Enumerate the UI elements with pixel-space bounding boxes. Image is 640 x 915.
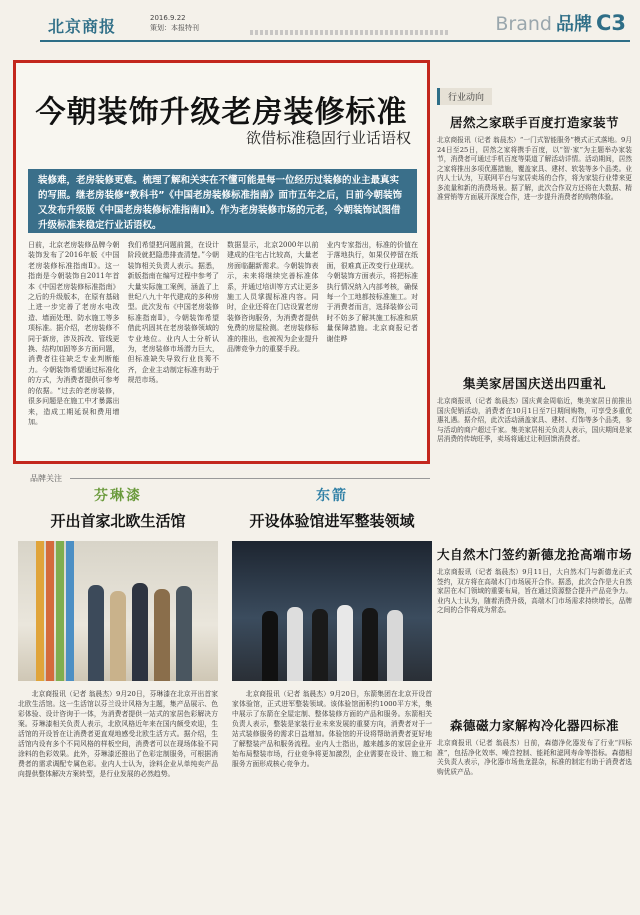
sidebar-story-body: 北京商报讯（记者 翁晨杰）“一门式智能服务”模式正式落地。9月24日至25日，居然之家将携手百度，以“智·家”为主题举办家装节，消费者可通过手机百度等渠道了解活动详情。活动期间，居然之家将推出多项优惠措施，覆盖家具、建材、软装等多个品类。业内人士认为，互联网平台与家居卖场的合作，将为家装行业带来更多流量和新的消费场景。据了解，此次合作双方还将在大数据、精准营销等方面展开深度合作，进一步提升消费者的购物体验。 [437, 136, 632, 201]
color-stripe [56, 541, 64, 681]
sidebar-story-title: 大自然木门签约新德龙抢高端市场 [437, 547, 633, 562]
feature-lead: 装修难，老房装修更难。梳理了解和关实在不懂可能是每一位经历过装修的业主最真实的写照。继老房装修“教科书”《中国老房装修标准指南》面市五年之后，日前今朝装饰又发布升级版《中国老房装修标准指南Ⅱ》。作为老房装修市场的元老，今朝装饰试图借升级标准来稳定行业话语权。 [28, 169, 417, 233]
person-figure [110, 591, 126, 681]
section-label [495, 10, 626, 36]
section-cn: 品牌 [555, 14, 592, 35]
brand-story [232, 485, 432, 899]
sidebar-story-title: 居然之家联手百度打造家装节 [449, 115, 619, 130]
sidebar-story-title: 集美家居国庆送出四重礼 [462, 376, 606, 391]
sidebar-story-title: 森德磁力家解构冷化器四标准 [449, 718, 619, 733]
paper-name: 北京商报 [48, 17, 117, 36]
story-paragraph: 北京商报讯（记者 翁晨杰）9月20日，东箭集团在北京开设首家体验馆，正式进军整装领域。该体验馆面积约1000平方米，集中展示了东箭在全屋定制、整体装修方面的产品和服务。东箭相关负责人表示，整装是家装行业未来发展的重要方向，消费者对于一站式装修服务的需求日益增加。体验馆的开设将帮助消费者更好地了解整装产品和服务流程。业内人士指出，越来越多的家居企业开始布局整装市场，行业竞争将更加激烈，企业需要在设计、施工和服务方面形成核心竞争力。 [232, 690, 432, 768]
brand-section-rule [70, 478, 430, 479]
company-name: 东箭 [316, 488, 348, 504]
sidebar-story-body: 北京商报讯（记者 翁晨杰）国庆黄金周临近，集美家居日前推出国庆促销活动，消费者在10月1日至7日期间购物，可享受多重优惠礼遇。据介绍，此次活动涵盖家具、建材、灯饰等多个品类，参与活动的商户超过千家。集美家居相关负责人表示，国庆期间是家居消费的传统旺季，卖场将通过让利回馈消费者。 [437, 397, 632, 443]
story-paragraph: 北京商报讯（记者 翁晨杰）9月20日，芬琳漆在北京开出首家北欧生活馆。这一生活馆以芬兰设计风格为主题，集产品展示、色彩体验、设计咨询于一体，为消费者提供一站式的家居色彩解决方案。芬琳漆相关负责人表示，北欧风格近年来在国内颇受欢迎，生活馆的开设旨在让消费者更直观地感受北欧生活方式。据介绍，生活馆内设有多个不同风格的样板空间，消费者可以在现场体验不同涂料的色彩效果。此外，芬琳漆还推出了色彩定制服务，可根据消费者的需求调配专属色彩。业内人士认为，涂料企业从单纯卖产品向提供整体解决方案转型，是行业发展的必然趋势。 [18, 690, 218, 778]
person-figure [337, 605, 353, 681]
brand-story [18, 485, 218, 899]
sidebar-news [437, 85, 632, 915]
masthead [0, 0, 640, 50]
person-figure [88, 585, 104, 681]
person-figure [312, 609, 328, 681]
sidebar-story-body: 北京商报讯（记者 翁晨杰）9月11日，大自然木门与新德龙正式签约，双方将在高端木门市场展开合作。据悉，此次合作是大自然家居在木门领域的重要布局，旨在通过资源整合提升产品竞争力。业内人士认为，随着消费升级，高端木门市场需求持续增长，品牌之间的合作将成为常态。 [437, 568, 632, 614]
story-body [18, 689, 218, 899]
issue-editor: 策划：本报特刊 [150, 24, 199, 32]
feature-column: 业内专家指出，标准的价值在于落地执行，如果仅停留在纸面，很难真正改变行业现状。今朝装饰方面表示，将把标准执行情况纳入内部考核，确保每一个工地都按标准施工。对于消费者而言，选择装修公司时不妨多了解其施工标准和质量保障措施。北京商报记者 谢佳晔 [326, 241, 418, 343]
sidebar-story-body: 北京商报讯（记者 翁晨杰）日前，森德净化器发布了行业“四标准”，包括净化效率、噪音控制、能耗和滤网寿命等指标。森德相关负责人表示，净化器市场鱼龙混杂，标准的制定有助于消费者选购优质产品。 [437, 739, 632, 776]
person-figure [362, 608, 378, 681]
issue-info [150, 13, 199, 33]
person-figure [287, 607, 303, 681]
person-figure [132, 583, 148, 681]
color-stripe [66, 541, 74, 681]
feature-subhead: 欲借标准稳固行业话语权 [245, 129, 411, 147]
person-figure [262, 611, 278, 681]
color-stripe [36, 541, 44, 681]
section-en: Brand [495, 13, 552, 35]
feature-column: 日前，北京老房装修品牌今朝装饰发布了2016年版《中国老房装修标准指南Ⅱ》。这一指南是今朝装饰自2011年首本《中国老房装修标准指南》之后的升级版本，在原有基础上进一步完善了老房水电改造、墙面处理、防水施工等多项标准。据介绍，老房装修不同于新房，涉及拆改、管线更换、结构加固等多方面问题，消费者往往缺乏专业判断能力。今朝装饰希望通过标准化的方式，为消费者提供可参考的依据。“过去的老房装修，很多问题是在施工中才暴露出来，造成工期延误和费用增加。 [28, 241, 120, 426]
issue-date: 2016.9.22 [150, 14, 186, 22]
masthead-staff-line [250, 30, 450, 35]
event-photo [232, 541, 432, 681]
person-figure [176, 586, 192, 681]
person-figure [387, 610, 403, 681]
story-title: 开出首家北欧生活馆 [50, 512, 186, 530]
company-name: 芬琳漆 [94, 488, 142, 504]
sidebar-label: 行业动向 [437, 88, 492, 105]
color-stripe [46, 541, 54, 681]
story-title: 开设体验馆进军整装领域 [249, 512, 415, 530]
page-number: C3 [595, 11, 626, 35]
store-photo [18, 541, 218, 681]
masthead-rule [40, 40, 630, 42]
person-figure [154, 589, 170, 681]
feature-column: 我们希望把问题前置，在设计阶段就把隐患排查清楚。”今朝装饰相关负责人表示。据悉，新版指南在编写过程中参考了大量实际施工案例，涵盖了上世纪八九十年代建成的多种房型。此次发布《中国老房装修标准指南Ⅱ》，今朝装饰希望借此巩固其在老房装修领域的专业地位。业内人士分析认为，老房装修市场潜力巨大，但标准缺失导致行业良莠不齐，企业主动制定标准有助于规范市场。 [127, 241, 219, 385]
story-body [232, 689, 432, 899]
feature-article [13, 60, 430, 464]
brand-section-label: 品牌关注 [30, 474, 62, 483]
feature-headline: 今朝装饰升级老房装修标准 [35, 95, 408, 130]
feature-column: 数据显示，北京2000年以前建成的住宅占比较高，大量老房面临翻新需求。今朝装饰表示，未来将继续完善标准体系，并通过培训等方式让更多施工人员掌握标准内容。同时，企业还将在门店设置老房装修咨询服务，为消费者提供免费的房屋检测。老房装修标准的推出，也被视为企业提升品牌竞争力的重要手段。 [227, 241, 319, 354]
feature-body [28, 240, 418, 455]
